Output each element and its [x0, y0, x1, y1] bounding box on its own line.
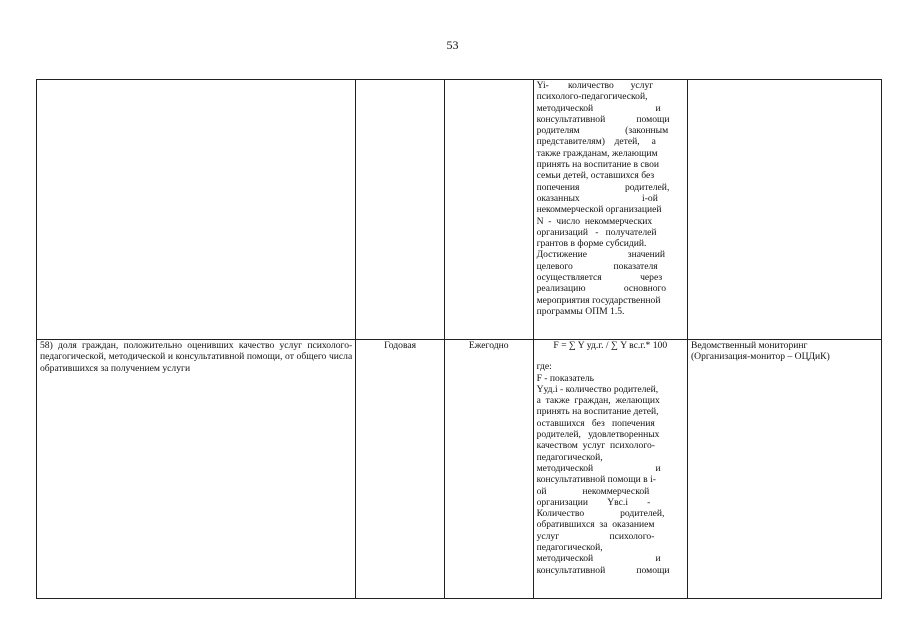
text-line: оставшихся без попечения	[536, 417, 655, 429]
text-line: организаций - получателей	[536, 226, 657, 238]
text-line: консультативной помощи	[536, 113, 670, 125]
table-row	[37, 340, 882, 599]
formula-description-cell	[533, 340, 687, 599]
text-line: семьи детей, оставшихся без	[536, 170, 655, 182]
text-line: ой некоммерческой	[536, 485, 650, 497]
text-line: где:	[536, 361, 552, 373]
text-line: целевого показателя	[536, 260, 658, 272]
text-line: а также граждан, желающих	[536, 395, 660, 407]
data-source-cell	[687, 340, 881, 599]
text-line: Yi- количество услуг	[536, 80, 654, 91]
period-cell	[356, 340, 445, 599]
text-line: родителей, удовлетворенных	[536, 429, 660, 441]
text-line: Достижение значений	[536, 249, 666, 261]
text-line: принять на воспитание детей,	[536, 406, 659, 418]
data-source-line: Ведомственный мониторинг	[690, 340, 808, 351]
text-line: услуг психолого-	[536, 530, 655, 542]
text-line: грантов в форме субсидий.	[536, 238, 647, 250]
text-line: Количество родителей,	[536, 508, 665, 520]
frequency-cell	[444, 340, 533, 599]
data-source-line: (Организация-монитор – ОЦДиК)	[690, 351, 830, 363]
text-line: реализацию основного	[536, 283, 667, 295]
text-line: Yуд.i - количество родителей,	[536, 383, 659, 395]
text-line: некоммерческой организацией	[536, 204, 662, 216]
text-line: программы ОПМ 1.5.	[536, 305, 625, 317]
frequency-cell	[444, 80, 533, 340]
text-line: F - показатель	[536, 372, 595, 384]
frequency-text: Ежегодно	[468, 340, 509, 351]
text-line: консультативной помощи	[536, 564, 670, 576]
text-line: осуществляется через	[536, 272, 663, 284]
data-source-cell	[687, 80, 881, 340]
period-cell	[356, 80, 445, 340]
text-line: родителям (законным	[536, 125, 669, 137]
text-line: N - число некоммерческих	[536, 215, 653, 227]
period-text: Годовая	[384, 340, 417, 351]
formula-description-text	[537, 80, 684, 317]
text-line: методической и	[536, 553, 661, 565]
text-line: консультативной помощи в i-	[536, 474, 656, 486]
indicator-text: 58) доля граждан, положительно оценивших качество услуг психолого-педагогической, методической и консультативной помощи, от общего числа обратившихся за получением услуги	[40, 340, 353, 374]
page-number: 53	[446, 38, 459, 52]
text-line: качеством услуг психолого-	[536, 440, 655, 452]
formula-text: F = ∑ Y уд.г. / ∑ Y вс.г.* 100	[553, 340, 668, 351]
text-line: попечения родителей,	[536, 181, 670, 193]
indicator-cell	[37, 80, 356, 340]
text-line: принять на воспитание в свои	[536, 159, 660, 171]
indicator-cell	[37, 340, 356, 599]
text-line: мероприятия государственной	[536, 294, 661, 306]
text-line: также гражданам, желающим	[536, 147, 658, 159]
text-line: методической и	[536, 102, 661, 114]
text-line: организации Yвс.i -	[536, 496, 651, 508]
text-line: педагогической,	[536, 451, 603, 463]
table-row	[37, 80, 882, 340]
formula-description-text	[537, 361, 684, 576]
text-line: психолого-педагогической,	[536, 91, 648, 103]
formula-description-cell	[533, 80, 687, 340]
text-line: представителям) детей, а	[536, 136, 656, 148]
text-line: оказанных i-ой	[536, 192, 658, 204]
text-line: обратившихся за оказанием	[536, 519, 655, 531]
text-line: педагогической,	[536, 542, 603, 554]
indicator-table	[36, 79, 882, 599]
text-line: методической и	[536, 462, 661, 474]
